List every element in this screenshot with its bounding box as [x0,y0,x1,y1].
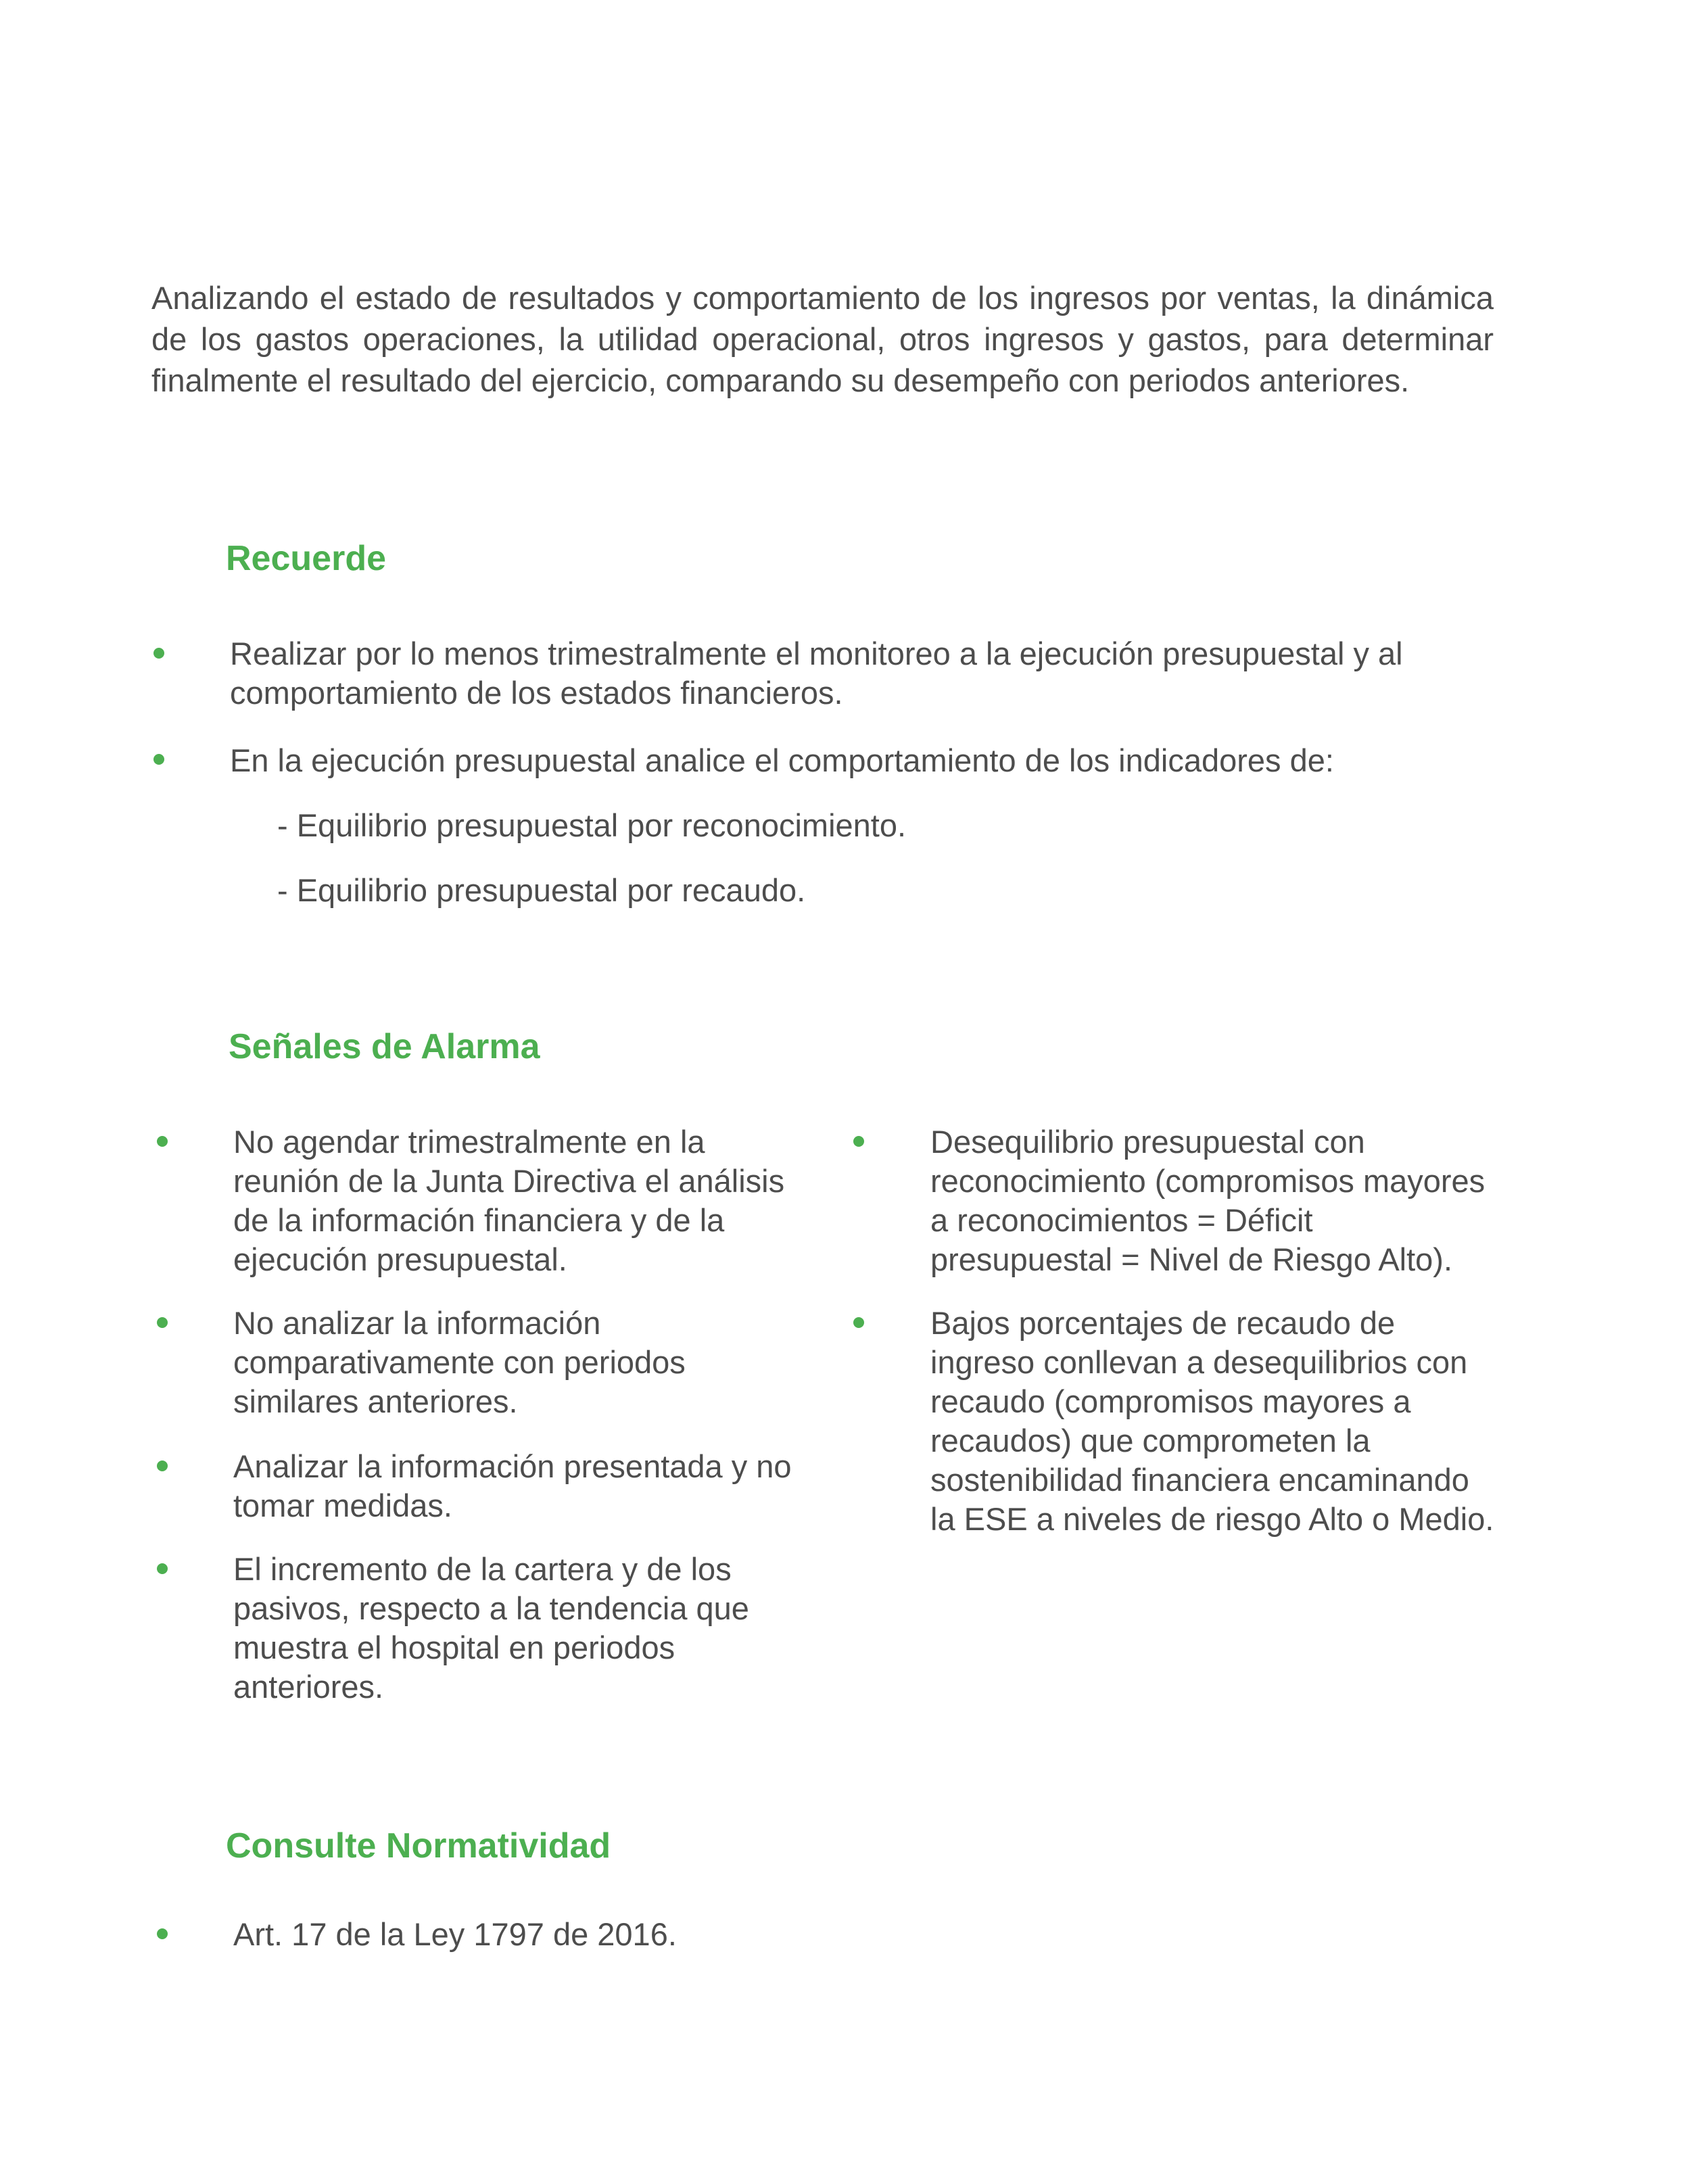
recuerde-subitem-2: - Equilibrio presupuestal por recaudo. [277,872,806,908]
alarma-right-bullet-1 [853,1136,864,1147]
alarma-left-bullet-4 [157,1563,168,1574]
alarma-left-item-4: El incremento de la cartera y de los pasivos, respecto a la tendencia que muestra el hospital en periodos anteriores. [233,1551,749,1705]
alarma-left-item-1: No agendar trimestralmente en la reunión de la Junta Directiva el análisis de la información financiera y de la ejecución presupuestal. [233,1124,785,1277]
alarma-left-item-3: Analizar la información presentada y no tomar medidas. [233,1448,792,1523]
alarma-right-item-1: Desequilibrio presupuestal con reconocimiento (compromisos mayores a reconocimientos = Déficit presupuestal = Nivel de Riesgo Alto). [930,1124,1486,1277]
alarma-heading: Señales de Alarma [229,1027,540,1066]
recuerde-subitem-1: - Equilibrio presupuestal por reconocimiento. [277,807,907,843]
alarma-left-bullet-2 [157,1317,168,1328]
alarma-right-bullet-2 [853,1317,864,1328]
intro-paragraph: Analizando el estado de resultados y comportamiento de los ingresos por ventas, la dinámica de los gastos operaciones, la utilidad operacional, otros ingresos y gastos, para determinar finalmente el resultado del ejercicio, comparando su desempeño con periodos anteriores. [151,280,1494,398]
recuerde-bullet-1 [153,648,164,659]
normatividad-heading: Consulte Normatividad [226,1826,611,1866]
normatividad-bullet-1 [157,1928,168,1939]
alarma-left-bullet-1 [157,1136,168,1147]
recuerde-heading: Recuerde [226,539,386,578]
alarma-left-bullet-3 [157,1461,168,1471]
alarma-left-item-2: No analizar la información comparativamente con periodos similares anteriores. [233,1305,686,1419]
recuerde-item-1: Realizar por lo menos trimestralmente el monitoreo a la ejecución presupuestal y al comportamiento de los estados financieros. [230,636,1403,711]
normatividad-item-1: Art. 17 de la Ley 1797 de 2016. [233,1916,677,1952]
alarma-right-item-2: Bajos porcentajes de recaudo de ingreso conllevan a desequilibrios con recaudo (compromisos mayores a recaudos) que comprometen la sostenibilidad financiera encaminando la ESE a niveles de riesgo Alto o Medio. [930,1305,1494,1537]
recuerde-bullet-2 [153,754,164,765]
recuerde-item-2: En la ejecución presupuestal analice el comportamiento de los indicadores de: [230,742,1334,778]
